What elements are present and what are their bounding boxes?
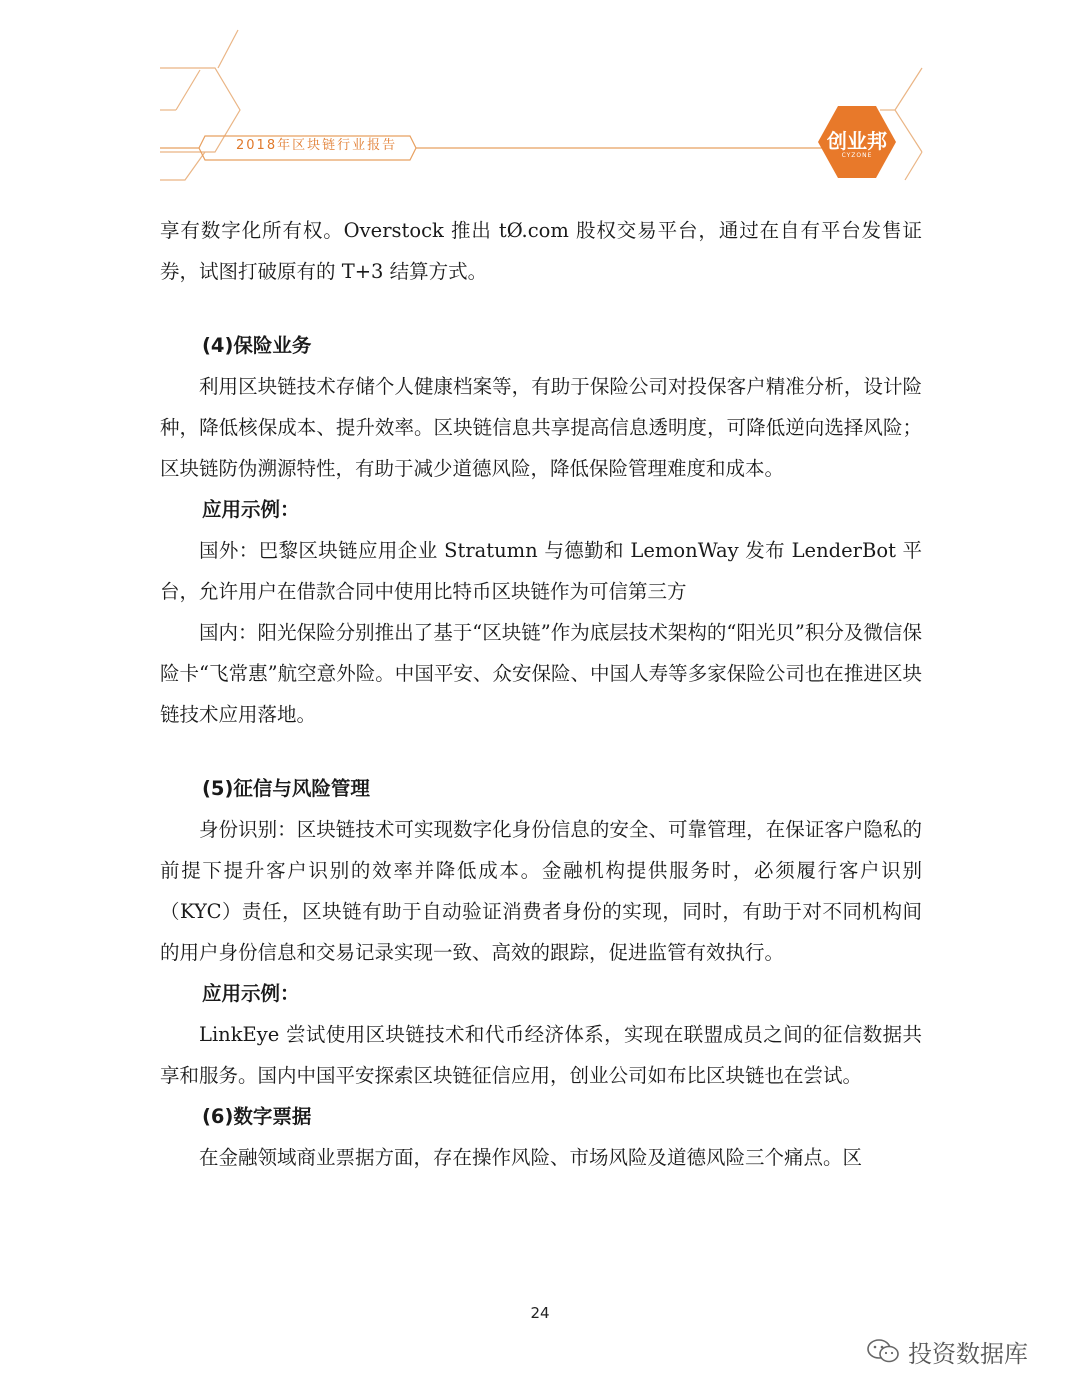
paragraph-insurance: 利用区块链技术存储个人健康档案等，有助于保险公司对投保客户精准分析，设计险种，降低核保成本、提升效率。区块链信息共享提高信息透明度，可降低逆向选择风险；区块链防伪溯源特性，有助于减少道德风险，降低保险管理难度和成本。 xyxy=(160,375,922,480)
document-body xyxy=(160,210,922,1178)
paragraph-domestic-example: 国内：阳光保险分别推出了基于“区块链”作为底层技术架构的“阳光贝”积分及微信保险卡“飞常惠”航空意外险。中国平安、众安保险、中国人寿等多家保险公司也在推进区块链技术应用落地。 xyxy=(160,621,922,726)
brand-logo-subtext: CYZONE xyxy=(841,152,873,159)
section-heading-insurance: (4)保险业务 xyxy=(202,334,312,357)
wechat-icon xyxy=(866,1337,900,1365)
hexagon-outline-right xyxy=(880,68,922,180)
watermark-text: 投资数据库 xyxy=(908,1339,1028,1368)
section-heading-credit: (5)征信与风险管理 xyxy=(202,777,370,800)
paragraph-identity: 身份识别：区块链技术可实现数字化身份信息的安全、可靠管理，在保证客户隐私的前提下提升客户识别的效率并降低成本。金融机构提供服务时，必须履行客户识别（KYC）责任，区块链有助于自动验证消费者身份的实现，同时，有助于对不同机构间的用户身份信息和交易记录实现一致、高效的跟踪，促进监管有效执行。 xyxy=(160,818,922,964)
brand-logo: 创业邦 xyxy=(827,129,887,153)
page-number: 24 xyxy=(530,1304,550,1322)
section-heading-digital-bills: (6)数字票据 xyxy=(202,1105,312,1128)
report-title: 2018年区块链行业报告 xyxy=(236,138,398,153)
header-decoration xyxy=(0,0,1080,200)
hexagon-outline-left xyxy=(160,30,240,180)
paragraph-digital-bills: 在金融领域商业票据方面，存在操作风险、市场风险及道德风险三个痛点。区 xyxy=(199,1146,863,1169)
spacer xyxy=(160,735,922,768)
paragraph-credit-example: LinkEye 尝试使用区块链技术和代币经济体系，实现在联盟成员之间的征信数据共享和服务。国内中国平安探索区块链征信应用，创业公司如布比区块链也在尝试。 xyxy=(160,1023,922,1087)
example-label: 应用示例： xyxy=(202,982,300,1005)
paragraph-continuation: 享有数字化所有权。Overstock 推出 tØ.com 股权交易平台，通过在自有平台发售证券，试图打破原有的 T+3 结算方式。 xyxy=(160,219,922,283)
example-label: 应用示例： xyxy=(202,498,300,521)
spacer xyxy=(160,292,922,325)
watermark xyxy=(866,1334,1028,1368)
paragraph-foreign-example: 国外：巴黎区块链应用企业 Stratumn 与德勤和 LemonWay 发布 LenderBot 平台，允许用户在借款合同中使用比特币区块链作为可信第三方 xyxy=(160,539,922,603)
